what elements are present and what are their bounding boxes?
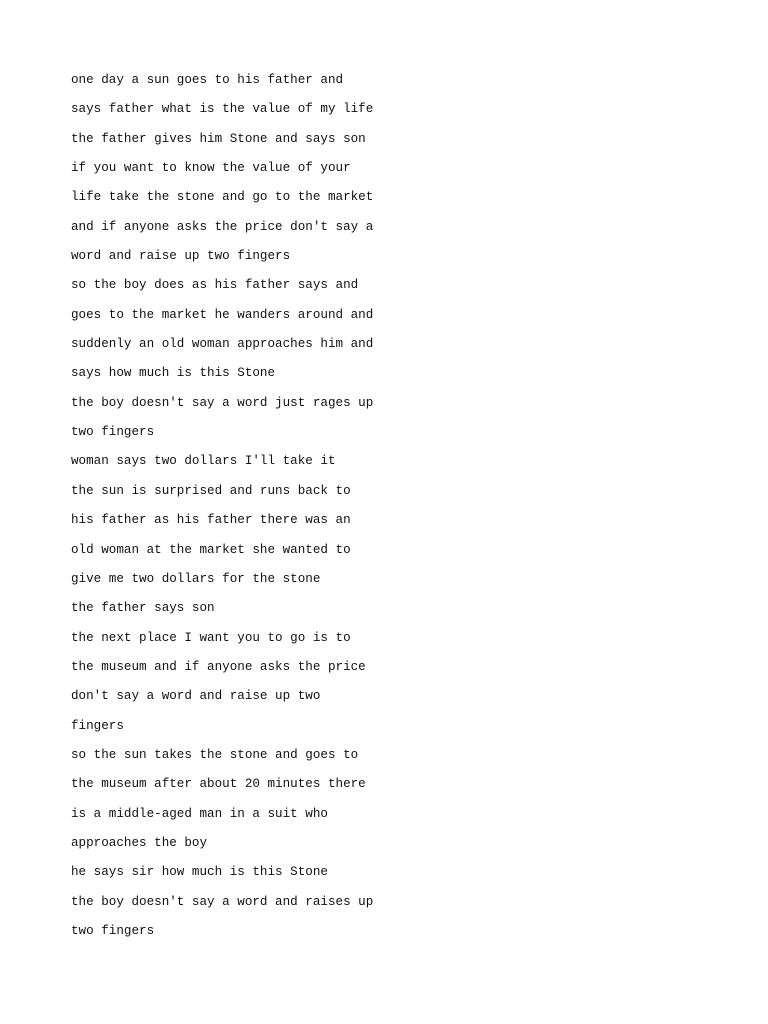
text-line: fingers	[71, 718, 124, 733]
text-line: two fingers	[71, 425, 155, 440]
text-line: one day a sun goes to his father and	[71, 73, 344, 87]
text-line: woman says two dollars I'll take it	[71, 454, 336, 469]
text-line: the father says son	[71, 601, 215, 616]
text-line: the sun is surprised and runs back to	[71, 483, 351, 498]
text-line: the next place I want you to go is to	[71, 630, 351, 645]
text-line: so the sun takes the stone and goes to	[71, 747, 359, 762]
text-line: the boy doesn't say a word just rages up	[71, 395, 374, 410]
text-line: and if anyone asks the price don't say a	[71, 219, 374, 234]
text-line: give me two dollars for the stone	[71, 571, 321, 586]
text-line: word and raise up two fingers	[71, 249, 291, 264]
text-line: suddenly an old woman approaches him and	[71, 337, 374, 352]
text-line: says how much is this Stone	[71, 366, 276, 381]
text-line: don't say a word and raise up two	[71, 689, 321, 704]
text-line: old woman at the market she wanted to	[71, 542, 351, 557]
text-line: life take the stone and go to the market	[71, 190, 374, 205]
text-line: his father as his father there was an	[71, 513, 351, 528]
text-line: approaches the boy	[71, 835, 208, 850]
text-line: he says sir how much is this Stone	[71, 865, 328, 880]
text-line: says father what is the value of my life	[71, 102, 374, 117]
text-line: if you want to know the value of your	[71, 161, 351, 176]
text-line: the museum after about 20 minutes there	[71, 777, 366, 792]
transcript-text	[71, 66, 373, 946]
text-line: the boy doesn't say a word and raises up	[71, 894, 374, 909]
text-line: two fingers	[71, 923, 155, 938]
text-line: so the boy does as his father says and	[71, 278, 359, 293]
text-line: the museum and if anyone asks the price	[71, 659, 366, 674]
text-line: goes to the market he wanders around and	[71, 307, 374, 322]
text-line: is a middle-aged man in a suit who	[71, 806, 328, 821]
text-line: the father gives him Stone and says son	[71, 131, 366, 146]
